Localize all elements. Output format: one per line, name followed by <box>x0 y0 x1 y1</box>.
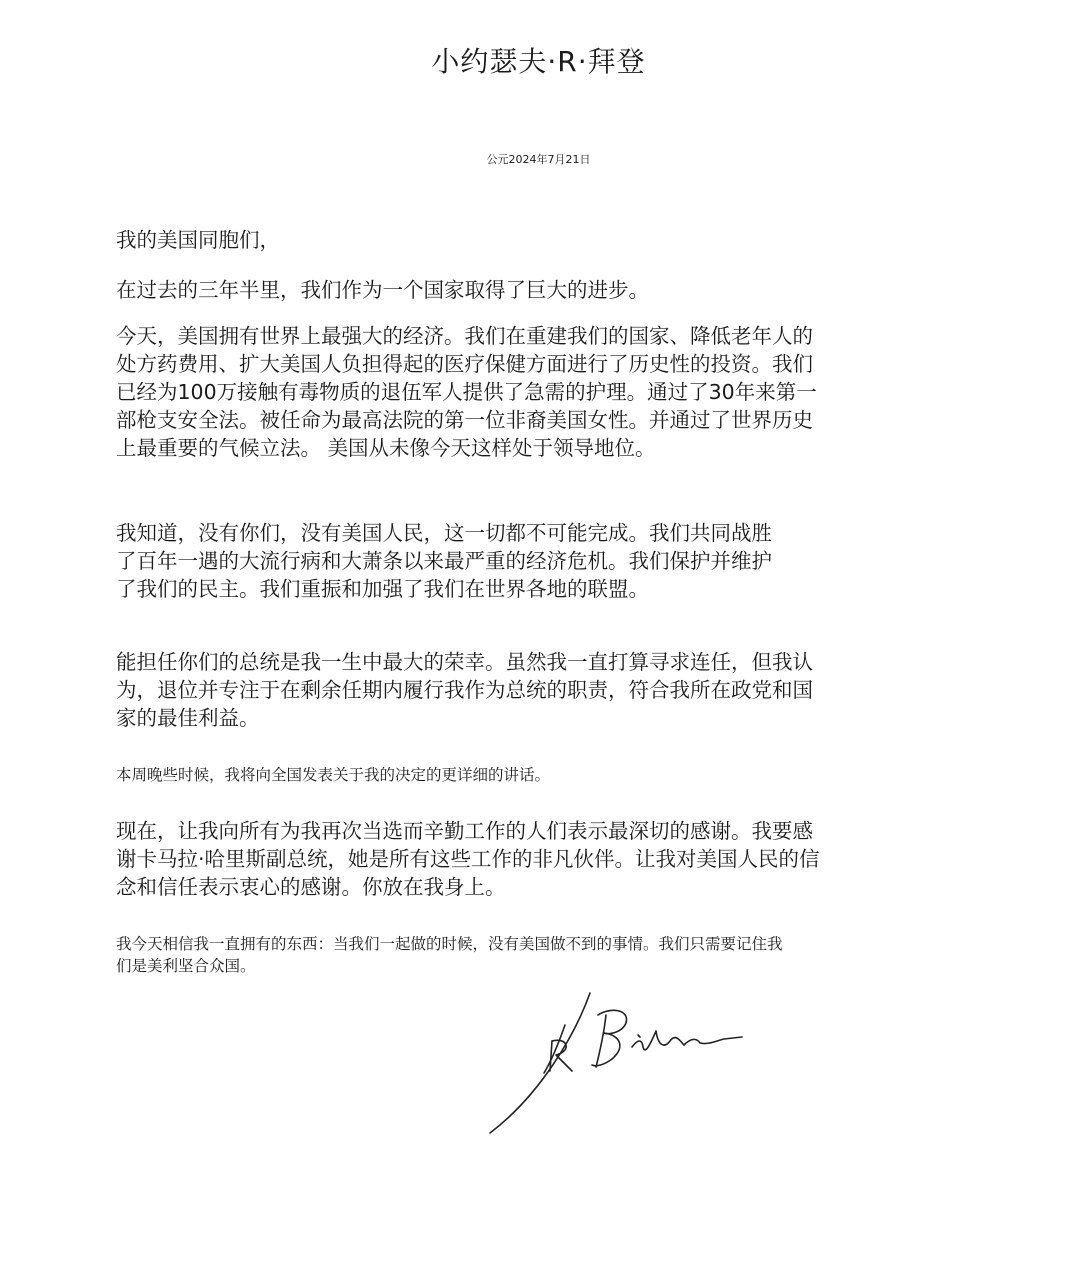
salutation: 我的美国同胞们， <box>116 228 280 252</box>
paragraph-progress: 在过去的三年半里，我们作为一个国家取得了巨大的进步。 <box>116 278 649 302</box>
paragraph-gratitude: 现在，让我向所有为我再次当选而辛勤工作的人们表示最深切的感谢。我要感 谢卡马拉·哈里斯副总统，她是所有这些工作的非凡伙伴。让我对美国人民的信 念和信任表示衷心的感谢。你放在我身上。 <box>116 819 820 899</box>
paragraph-decision: 能担任你们的总统是我一生中最大的荣幸。虽然我一直打算寻求连任，但我认 为，退位并专注于在剩余任期内履行我作为总统的职责，符合我所在政党和国 家的最佳利益。 <box>116 650 813 730</box>
signature <box>480 985 770 1140</box>
paragraph-closing: 我今天相信我一直拥有的东西：当我们一起做的时候，没有美国做不到的事情。我们只需要记住我 们是美利坚合众国。 <box>116 935 783 975</box>
letter-header: 小约瑟夫·R·拜登 <box>431 45 646 78</box>
paragraph-achievements: 今天，美国拥有世界上最强大的经济。我们在重建我们的国家、降低老年人的 处方药费用、扩大美国人负担得起的医疗保健方面进行了历史性的投资。我们 已经为100万接触有毒物质的退伍军人提供了急需的护理。通过了30年来第一 部枪支安全法。被任命为最高法院的第一位非裔美国女性。并通过了世界历史 上最重要的气候立法。 美国从未像今天这样处于领导地位。 <box>116 324 817 460</box>
letter-date: 公元2024年7月21日 <box>486 153 591 166</box>
paragraph-thanks-people: 我知道，没有你们，没有美国人民，这一切都不可能完成。我们共同战胜 了百年一遇的大流行病和大萧条以来最严重的经济危机。我们保护并维护 了我们的民主。我们重振和加强了我们在世界各地的联盟。 <box>116 521 772 601</box>
paragraph-address-announcement: 本周晚些时候，我将向全国发表关于我的决定的更详细的讲话。 <box>116 766 551 784</box>
